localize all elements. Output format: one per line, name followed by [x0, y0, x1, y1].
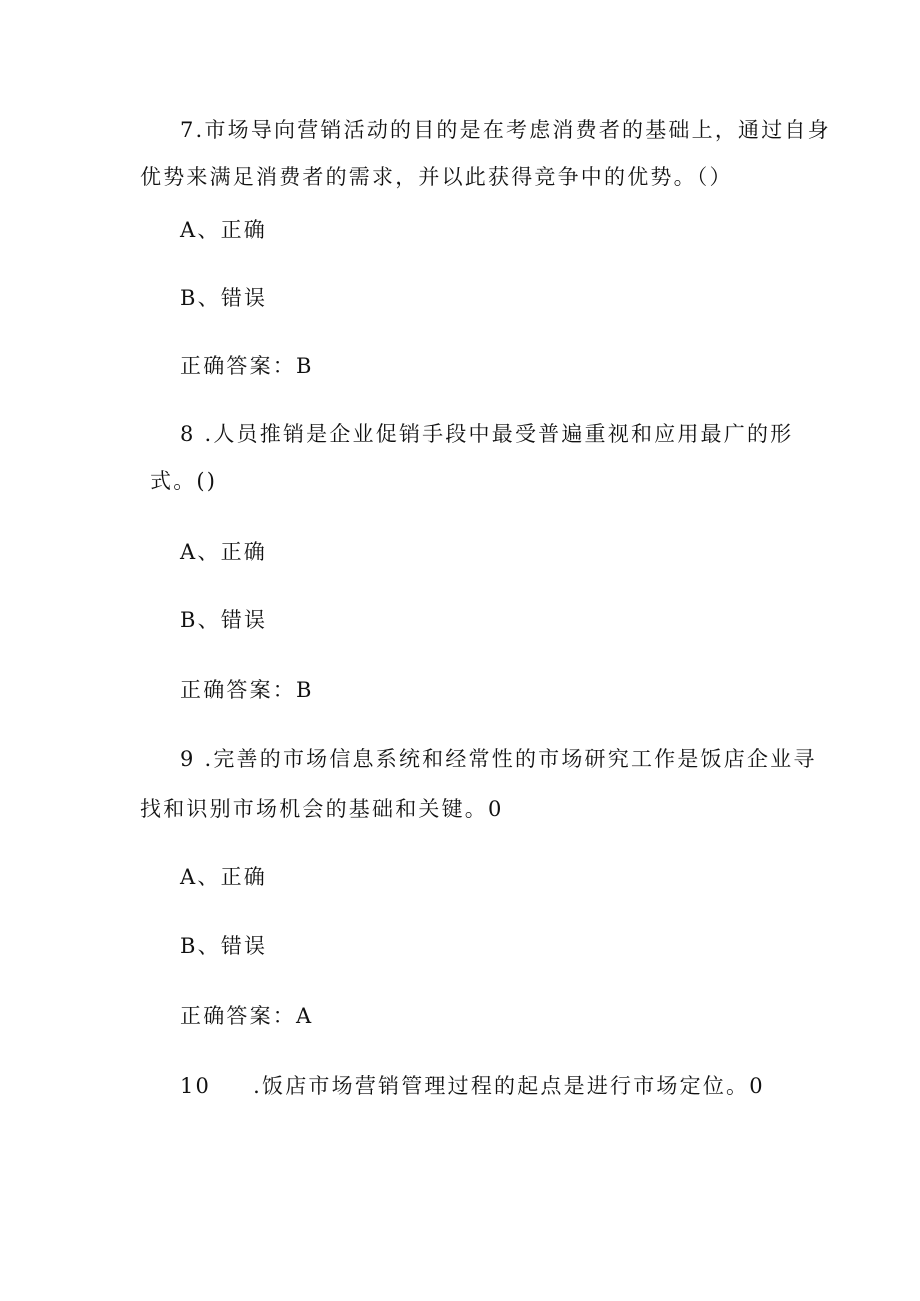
question-9-separator: . — [204, 747, 214, 771]
question-7-text-line-2: 优势来满足消费者的需求，并以此获得竞争中的优势。（） — [140, 165, 733, 189]
question-9-answer: 正确答案：A — [180, 1004, 314, 1028]
question-7-option-a: A、正确 — [180, 218, 267, 242]
question-7-text-line-1: 市场导向营销活动的目的是在考虑消费者的基础上，通过自身 — [204, 118, 831, 142]
question-9-option-b: B、错误 — [180, 934, 268, 958]
question-8-number: 8 — [180, 422, 196, 446]
question-8-answer: 正确答案：B — [180, 678, 314, 702]
question-7-number: 7. — [180, 118, 205, 142]
question-9-text-line-1: 完善的市场信息系统和经常性的市场研究工作是饭店企业寻 — [213, 747, 817, 771]
question-10-text-line-1: 饭店市场营销管理过程的起点是进行市场定位。0 — [262, 1074, 765, 1098]
question-9-line-1 — [180, 745, 817, 773]
question-8-line-1 — [180, 420, 793, 448]
question-10-number: 10 — [180, 1074, 212, 1098]
question-7-option-b: B、错误 — [180, 286, 268, 310]
question-8-option-a: A、正确 — [180, 540, 267, 564]
question-7-answer: 正确答案：B — [180, 354, 314, 378]
question-8-separator: . — [204, 422, 214, 446]
question-10-line-1 — [180, 1072, 765, 1100]
question-8-text-line-1: 人员推销是企业促销手段中最受普遍重视和应用最广的形 — [213, 422, 794, 446]
question-8-option-b: B、错误 — [180, 608, 268, 632]
question-8-text-line-2: 式。() — [150, 469, 218, 493]
question-10-separator: . — [253, 1074, 263, 1098]
question-9-number: 9 — [180, 747, 196, 771]
question-9-option-a: A、正确 — [180, 865, 267, 889]
question-9-text-line-2: 找和识别市场机会的基础和关键。0 — [140, 797, 504, 821]
question-7-line-1 — [180, 116, 831, 144]
